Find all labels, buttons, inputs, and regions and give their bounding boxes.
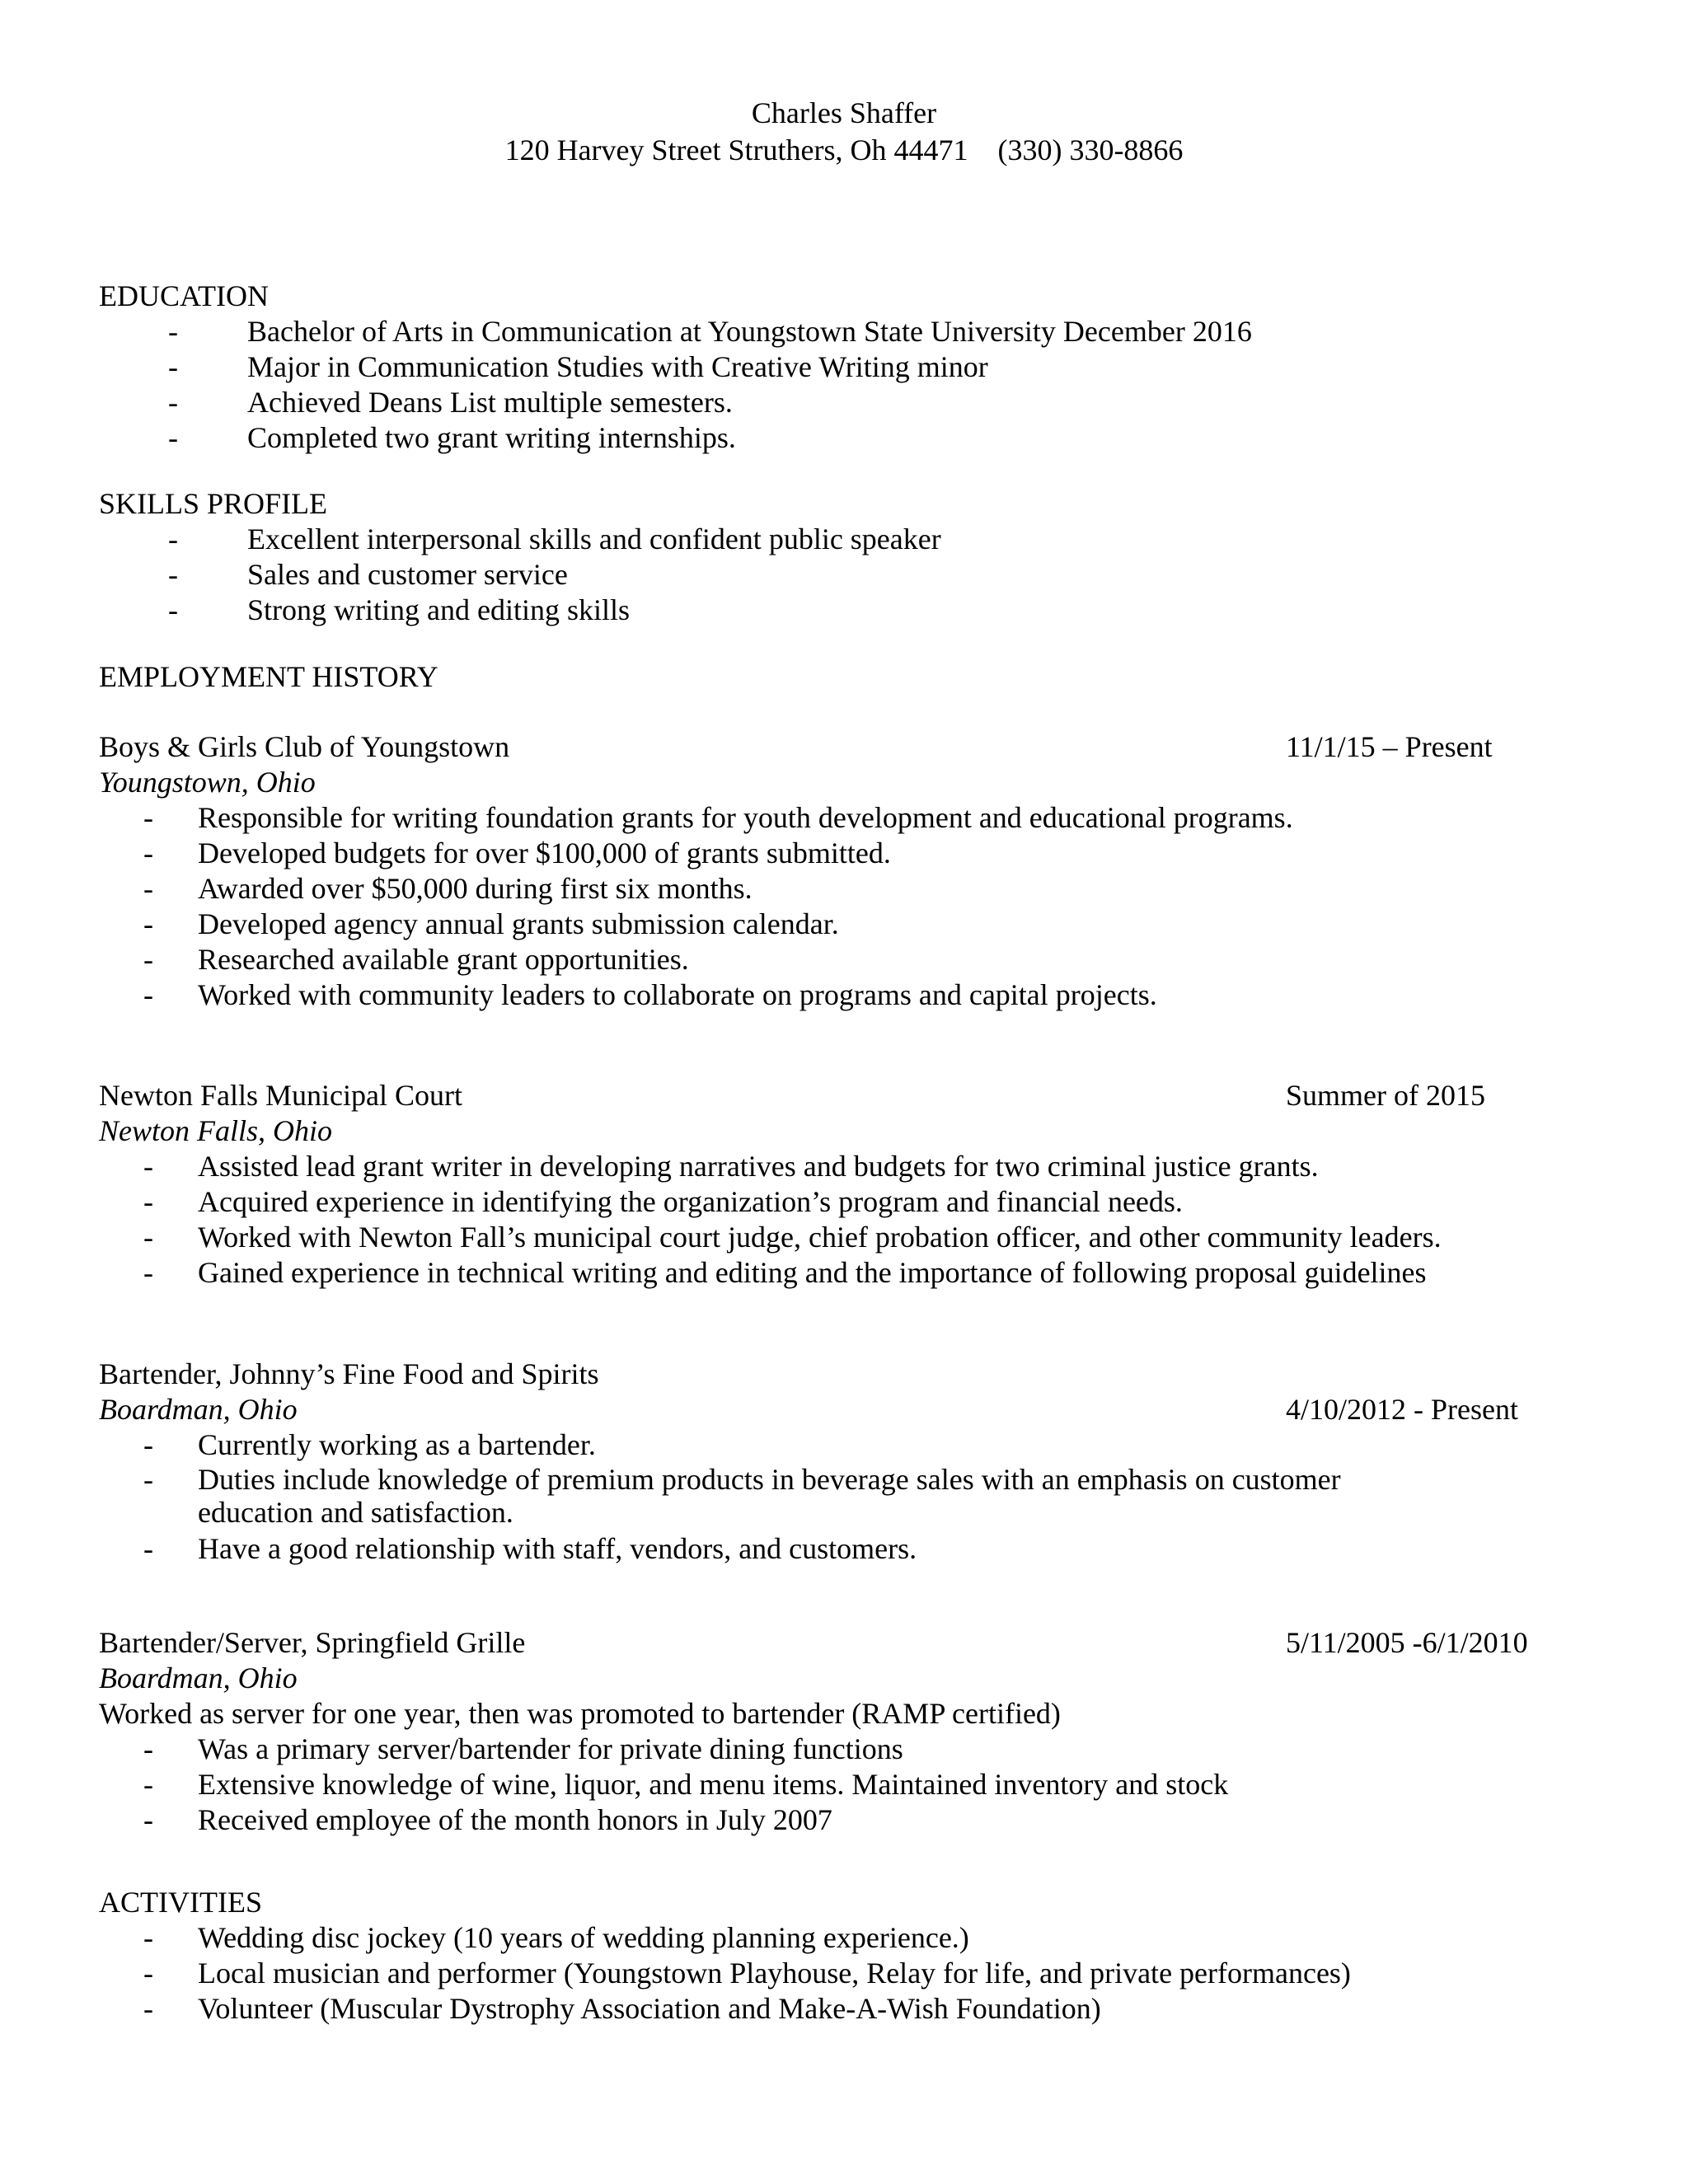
job-location: Newton Falls, Ohio — [99, 1114, 333, 1147]
job-location: Boardman, Ohio — [99, 1661, 298, 1694]
bullet-dash: - — [168, 315, 178, 348]
skills-list — [0, 522, 941, 628]
list-item: - Bachelor of Arts in Communication at Youngstown State University December 2016 — [0, 314, 1252, 349]
job-organization: Bartender/Server, Springfield Grille — [99, 1626, 526, 1659]
bullet-dash: - — [143, 907, 153, 940]
resume-header — [0, 95, 1688, 169]
list-item: - Was a primary server/bartender for private dining functions — [0, 1732, 1451, 1767]
bullet-dash: - — [143, 1732, 153, 1765]
education-heading: EDUCATION — [99, 279, 269, 312]
job-date: 4/10/2012 - Present — [1286, 1393, 1518, 1426]
list-item: - Assisted lead grant writer in developing narratives and budgets for two criminal justice grants. — [0, 1149, 1451, 1184]
activities-list — [0, 1920, 1451, 2027]
list-item: - Acquired experience in identifying the organization’s program and financial needs. — [0, 1184, 1451, 1220]
bullet-dash: - — [143, 872, 153, 905]
bullet-dash: - — [143, 943, 153, 976]
bullet-dash: - — [143, 1803, 153, 1836]
bullet-dash: - — [168, 350, 178, 383]
bullet-dash: - — [168, 386, 178, 419]
bullet-dash: - — [168, 523, 178, 555]
employment-heading: EMPLOYMENT HISTORY — [99, 660, 438, 693]
bullet-dash: - — [143, 837, 153, 869]
job-duties-list — [0, 1427, 1451, 1567]
list-item: - Volunteer (Muscular Dystrophy Association and Make-A-Wish Foundation) — [0, 1991, 1451, 2027]
bullet-dash: - — [143, 1957, 153, 1990]
list-item: - Awarded over $50,000 during first six months. — [0, 871, 1451, 907]
list-item: - Researched available grant opportunities. — [0, 942, 1451, 977]
list-item: - Sales and customer service — [0, 557, 941, 593]
list-item: - Have a good relationship with staff, vendors, and customers. — [0, 1531, 1451, 1567]
bullet-dash: - — [143, 1221, 153, 1254]
list-item: - Strong writing and editing skills — [0, 593, 941, 628]
bullet-dash: - — [143, 978, 153, 1011]
list-item: - Extensive knowledge of wine, liquor, and menu items. Maintained inventory and stock — [0, 1767, 1451, 1802]
list-item: - Developed agency annual grants submission calendar. — [0, 907, 1451, 942]
list-item: - Currently working as a bartender. — [0, 1427, 1451, 1463]
list-item: - Local musician and performer (Youngstown Playhouse, Relay for life, and private performances) — [0, 1956, 1451, 1991]
job-date: Summer of 2015 — [1286, 1079, 1485, 1112]
education-list — [0, 314, 1252, 456]
list-item: - Achieved Deans List multiple semesters. — [0, 385, 1252, 420]
skills-heading: SKILLS PROFILE — [99, 487, 328, 520]
contact-line: 120 Harvey Street Struthers, Oh 44471 (330) 330-8866 — [504, 134, 1184, 166]
list-item: - Gained experience in technical writing and editing and the importance of following proposal guidelines — [0, 1255, 1451, 1291]
bullet-dash: - — [168, 593, 178, 626]
bullet-dash: - — [143, 1921, 153, 1954]
job-organization: Newton Falls Municipal Court — [99, 1079, 462, 1112]
list-item: - Excellent interpersonal skills and confident public speaker — [0, 522, 941, 557]
bullet-dash: - — [143, 1256, 153, 1289]
list-item: - Responsible for writing foundation grants for youth development and educational programs. — [0, 800, 1451, 836]
activities-heading: ACTIVITIES — [99, 1886, 262, 1919]
job-summary: Worked as server for one year, then was promoted to bartender (RAMP certified) — [99, 1697, 1061, 1730]
bullet-dash: - — [143, 801, 153, 834]
list-item: - Worked with community leaders to collaborate on programs and capital projects. — [0, 977, 1451, 1013]
list-item: - Worked with Newton Fall’s municipal court judge, chief probation officer, and other community leaders. — [0, 1220, 1451, 1255]
bullet-dash: - — [168, 421, 178, 454]
job-date: 5/11/2005 -6/1/2010 — [1286, 1626, 1528, 1659]
list-item: - Received employee of the month honors in July 2007 — [0, 1802, 1451, 1838]
bullet-dash: - — [143, 1150, 153, 1183]
job-duties-list — [0, 800, 1451, 1013]
list-item: - Duties include knowledge of premium products in beverage sales with an emphasis on customer education and satisfaction. — [0, 1463, 1451, 1529]
bullet-dash: - — [143, 1768, 153, 1801]
job-location: Youngstown, Ohio — [99, 766, 316, 799]
bullet-dash: - — [143, 1463, 153, 1496]
bullet-dash: - — [143, 1532, 153, 1565]
job-date: 11/1/15 – Present — [1286, 730, 1493, 763]
list-item: - Wedding disc jockey (10 years of wedding planning experience.) — [0, 1920, 1451, 1956]
bullet-dash: - — [143, 1428, 153, 1461]
list-item: - Developed budgets for over $100,000 of grants submitted. — [0, 836, 1451, 871]
applicant-name: Charles Shaffer — [751, 96, 937, 129]
bullet-dash: - — [168, 558, 178, 591]
job-location: Boardman, Ohio — [99, 1393, 298, 1426]
job-duties-list — [0, 1732, 1451, 1838]
list-item: - Completed two grant writing internships. — [0, 420, 1252, 456]
list-item: - Major in Communication Studies with Creative Writing minor — [0, 349, 1252, 385]
job-organization: Bartender, Johnny’s Fine Food and Spirits — [99, 1357, 599, 1390]
bullet-dash: - — [143, 1992, 153, 2025]
bullet-dash: - — [143, 1185, 153, 1218]
job-organization: Boys & Girls Club of Youngstown — [99, 730, 510, 763]
job-duties-list — [0, 1149, 1451, 1291]
